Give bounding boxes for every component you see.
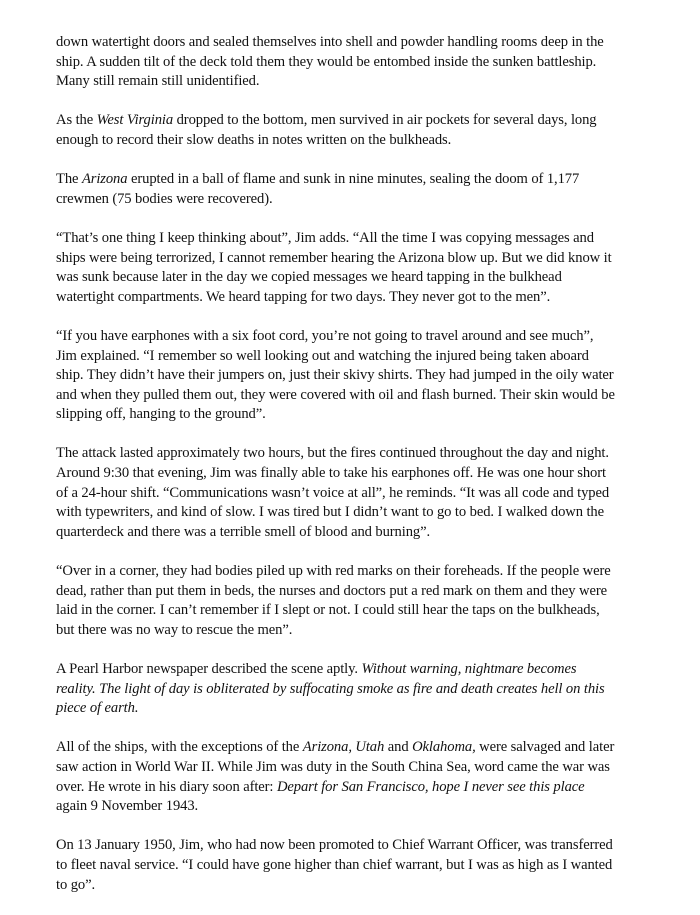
paragraph bbox=[56, 738, 696, 816]
text-segment: “If you have earphones with a six foot cord, you’re not going to travel around and see much”, bbox=[56, 327, 594, 344]
text-line bbox=[56, 111, 696, 131]
text-segment: down watertight doors and sealed themselves into shell and powder handling rooms deep in the bbox=[56, 34, 604, 50]
text-segment: watertight compartments. We heard tapping for two days. They never got to the men”. bbox=[56, 288, 551, 305]
paragraph bbox=[56, 562, 696, 640]
text-line bbox=[56, 464, 696, 484]
italic-text: Arizona, Utah bbox=[302, 739, 385, 756]
text-segment: The bbox=[56, 171, 82, 188]
text-line bbox=[56, 660, 696, 680]
text-line bbox=[56, 131, 696, 151]
text-segment: and when they pulled them out, they were covered with oil and flash burned. Their skin would be bbox=[56, 386, 615, 403]
text-line bbox=[56, 836, 696, 856]
text-line bbox=[56, 778, 696, 798]
text-line bbox=[56, 288, 696, 308]
text-segment: and bbox=[384, 739, 413, 756]
text-segment: The attack lasted approximately two hours, but the fires continued throughout the day and night. bbox=[56, 445, 609, 462]
paragraph bbox=[56, 836, 696, 895]
text-segment: ships were being terrorized, I cannot remember hearing the Arizona blow up. But we did know it bbox=[56, 249, 612, 266]
text-line bbox=[56, 797, 696, 817]
text-line bbox=[56, 229, 696, 249]
italic-text: Without warning, nightmare becomes bbox=[361, 661, 577, 677]
paragraph bbox=[56, 444, 696, 542]
text-line bbox=[56, 856, 696, 876]
text-segment: All of the ships, with the exceptions of the bbox=[56, 739, 303, 756]
text-line bbox=[56, 249, 696, 269]
text-line bbox=[56, 366, 696, 386]
text-line bbox=[56, 444, 696, 464]
italic-text: West Virginia bbox=[96, 112, 174, 129]
text-segment: Around 9:30 that evening, Jim was finally able to take his earphones off. He was one hour short bbox=[56, 465, 606, 482]
text-segment: ship. A sudden tilt of the deck told them they would be entombed inside the sunken battleship. bbox=[56, 53, 597, 70]
text-segment: Jim explained. “I remember so well looking out and watching the injured being taken aboard bbox=[56, 347, 589, 364]
paragraph bbox=[56, 111, 696, 150]
text-segment: “That’s one thing I keep thinking about”, Jim adds. “All the time I was copying messages and bbox=[56, 229, 594, 246]
text-segment: to go”. bbox=[56, 876, 96, 893]
text-segment: laid in the corner. I can’t remember if I slept or not. I could still hear the taps on the bulkheads, bbox=[56, 602, 600, 619]
text-line bbox=[56, 33, 696, 53]
text-segment: of a 24-hour shift. “Communications wasn’t voice at all”, he reminds. “It was all code and typed bbox=[56, 484, 610, 501]
text-line bbox=[56, 699, 696, 719]
text-line bbox=[56, 268, 696, 288]
text-line bbox=[56, 876, 696, 896]
text-segment: saw action in World War II. While Jim was duty in the South China Sea, word came the war was bbox=[56, 758, 610, 775]
text-line bbox=[56, 738, 696, 758]
text-segment: “Over in a corner, they had bodies piled up with red marks on their foreheads. If the people were bbox=[56, 563, 611, 580]
text-segment: As the bbox=[56, 112, 97, 129]
text-line bbox=[56, 386, 696, 406]
text-segment: A Pearl Harbor newspaper described the scene aptly. bbox=[56, 661, 362, 677]
text-segment: was sunk because later in the day we copied messages we heard tapping in the bulkhead bbox=[56, 269, 562, 286]
text-line bbox=[56, 170, 696, 190]
text-segment: ship. They didn’t have their jumpers on, just their skivy shirts. They had jumped in the oily water bbox=[56, 367, 614, 384]
paragraph bbox=[56, 229, 696, 307]
text-line bbox=[56, 680, 696, 700]
italic-text: reality. The light of day is obliterated by suffocating smoke as fire and death creates hell on this bbox=[56, 680, 605, 697]
text-segment: were salvaged and later bbox=[475, 739, 615, 756]
text-segment: crewmen (75 bodies were recovered). bbox=[56, 190, 273, 207]
italic-text: Arizona bbox=[81, 171, 128, 188]
text-segment: but there was no way to rescue the men”. bbox=[56, 621, 293, 638]
paragraph bbox=[56, 33, 696, 92]
text-line bbox=[56, 484, 696, 504]
text-segment: dropped to the bottom, men survived in air pockets for several days, long bbox=[173, 112, 597, 129]
text-line bbox=[56, 327, 696, 347]
text-line bbox=[56, 53, 696, 73]
paragraph bbox=[56, 660, 696, 719]
paragraph bbox=[56, 170, 696, 209]
text-line bbox=[56, 72, 696, 92]
text-line bbox=[56, 758, 696, 778]
text-line bbox=[56, 601, 696, 621]
text-segment: again 9 November 1943. bbox=[56, 798, 199, 815]
text-segment: to fleet naval service. “I could have gone higher than chief warrant, but I was as high as I wanted bbox=[56, 856, 613, 873]
text-line bbox=[56, 562, 696, 582]
text-segment: quarterdeck and there was a terrible smell of blood and burning”. bbox=[56, 523, 431, 540]
text-line bbox=[56, 503, 696, 523]
text-line bbox=[56, 405, 696, 425]
text-segment: erupted in a ball of flame and sunk in nine minutes, sealing the doom of 1,177 bbox=[127, 171, 580, 188]
italic-text: piece of earth. bbox=[56, 700, 139, 717]
text-segment: slipping off, hanging to the ground”. bbox=[56, 406, 266, 423]
text-line bbox=[56, 523, 696, 543]
text-line bbox=[56, 190, 696, 210]
italic-text: Depart for San Francisco, hope I never see this place bbox=[276, 778, 585, 795]
text-segment: over. He wrote in his diary soon after: bbox=[56, 778, 277, 795]
text-line bbox=[56, 582, 696, 602]
text-segment: dead, rather than put them in beds, the nurses and doctors put a red mark on them and they were bbox=[56, 582, 607, 599]
document-page bbox=[56, 33, 696, 915]
text-segment: with typewriters, and kind of slow. I was tired but I didn’t want to go to bed. I walked down the bbox=[56, 504, 605, 521]
text-segment: On 13 January 1950, Jim, who had now been promoted to Chief Warrant Officer, was transferred bbox=[56, 837, 613, 854]
text-segment: enough to record their slow deaths in notes written on the bulkheads. bbox=[56, 131, 452, 148]
italic-text: Oklahoma, bbox=[412, 739, 476, 756]
paragraph bbox=[56, 327, 696, 425]
text-line bbox=[56, 621, 696, 641]
text-line bbox=[56, 347, 696, 367]
text-segment: Many still remain still unidentified. bbox=[56, 73, 260, 90]
